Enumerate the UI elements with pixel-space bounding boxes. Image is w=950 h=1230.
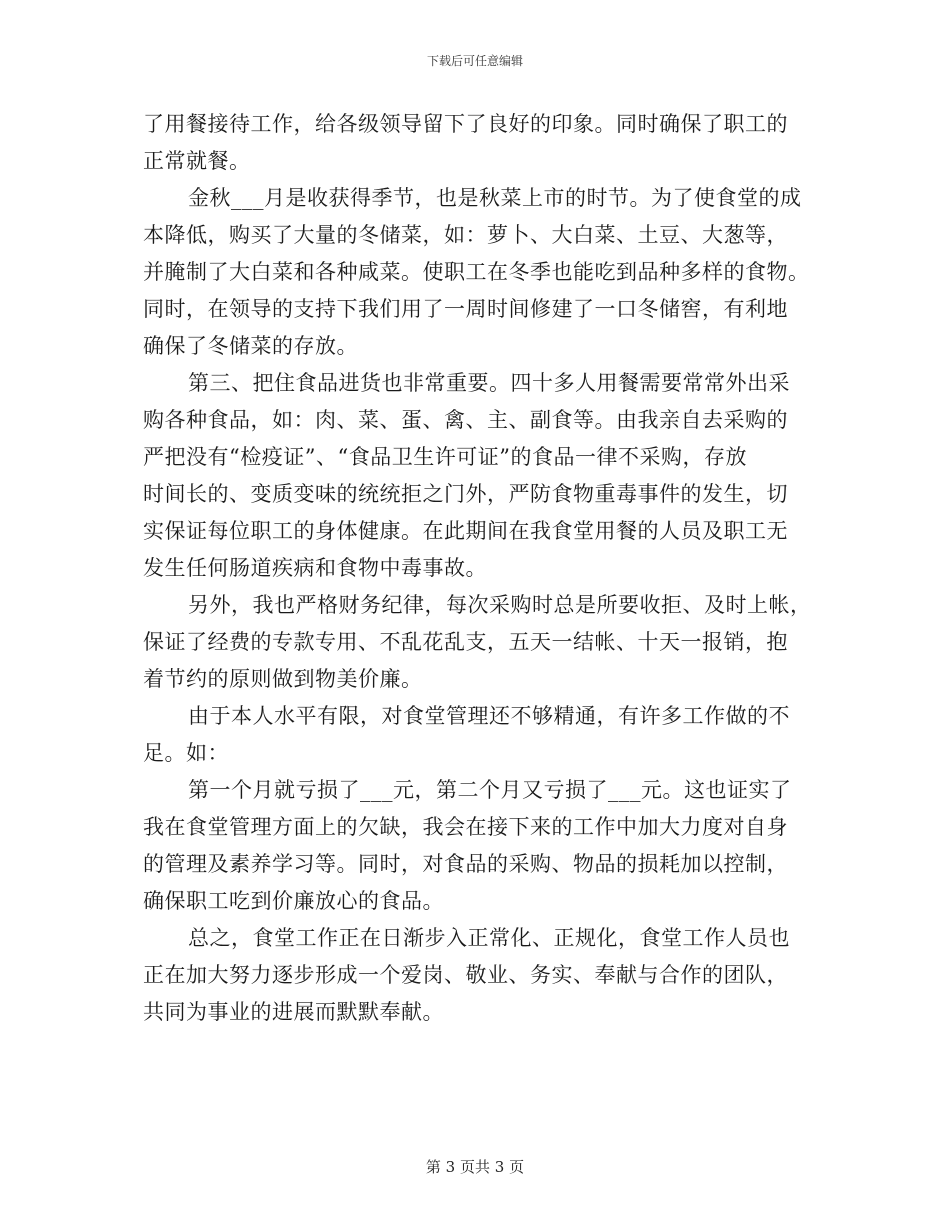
text-line: 第一个月就亏损了___元，第二个月又亏损了___元。这也证实了 <box>188 778 792 802</box>
paragraph <box>143 106 815 180</box>
paragraph <box>143 587 815 698</box>
text-line: 我在食堂管理方面上的欠缺，我会在接下来的工作中加大力度对自身 <box>143 815 788 839</box>
text-line: 另外，我也严格财务纪律，每次采购时总是所要收拒、及时上帐， <box>188 593 812 617</box>
text-line: 了用餐接待工作，给各级领导留下了良好的印象。同时确保了职工的 <box>143 112 788 136</box>
text-line: 共同为事业的进展而默默奉献。 <box>143 1000 444 1024</box>
text-line: 同时，在领导的支持下我们用了一周时间修建了一口冬储窖，有利地 <box>143 297 788 321</box>
text-line: 本降低，购买了大量的冬储菜，如：萝卜、大白菜、土豆、大葱等， <box>143 223 788 247</box>
page-footer: 第 3 页共 3 页 <box>425 1158 525 1176</box>
paragraph <box>143 772 815 920</box>
text-line: 购各种食品，如：肉、菜、蛋、禽、主、副食等。由我亲自去采购的 <box>143 408 788 432</box>
text-line: 并腌制了大白菜和各种咸菜。使职工在冬季也能吃到品种多样的食物。 <box>143 260 810 284</box>
page-header: 下载后可任意编辑 <box>426 54 523 68</box>
text-line: 严把没有“检疫证”、“食品卫生许可证”的食品一律不采购，存放 <box>143 445 747 469</box>
text-line: 由于本人水平有限，对食堂管理还不够精通，有许多工作做的不 <box>188 704 790 728</box>
text-line: 足。如： <box>143 741 229 765</box>
paragraph <box>143 698 815 772</box>
text-line: 实保证每位职工的身体健康。在此期间在我食堂用餐的人员及职工无 <box>143 519 788 543</box>
text-line: 总之，食堂工作正在日渐步入正常化、正规化，食堂工作人员也 <box>188 926 790 950</box>
text-line: 确保职工吃到价廉放心的食品。 <box>143 889 444 913</box>
text-line: 金秋___月是收获得季节，也是秋菜上市的时节。为了使食堂的成 <box>188 186 802 210</box>
text-line: 着节约的原则做到物美价廉。 <box>143 667 423 691</box>
text-line: 时间长的、变质变味的统统拒之门外，严防食物重毒事件的发生，切 <box>143 482 788 506</box>
text-line: 第三、把住食品进货也非常重要。四十多人用餐需要常常外出采 <box>188 371 790 395</box>
text-line: 正在加大努力逐步形成一个爱岗、敬业、务实、奉献与合作的团队， <box>143 963 788 987</box>
paragraph <box>143 365 815 587</box>
text-line: 保证了经费的专款专用、不乱花乱支，五天一结帐、十天一报销，抱 <box>143 630 788 654</box>
paragraph <box>143 920 815 1031</box>
paragraph <box>143 180 815 365</box>
text-line: 的管理及素养学习等。同时，对食品的采购、物品的损耗加以控制， <box>143 852 788 876</box>
document-body <box>143 106 815 1031</box>
text-line: 确保了冬储菜的存放。 <box>143 334 358 358</box>
text-line: 正常就餐。 <box>143 149 251 173</box>
text-line: 发生任何肠道疾病和食物中毒事故。 <box>143 556 487 580</box>
